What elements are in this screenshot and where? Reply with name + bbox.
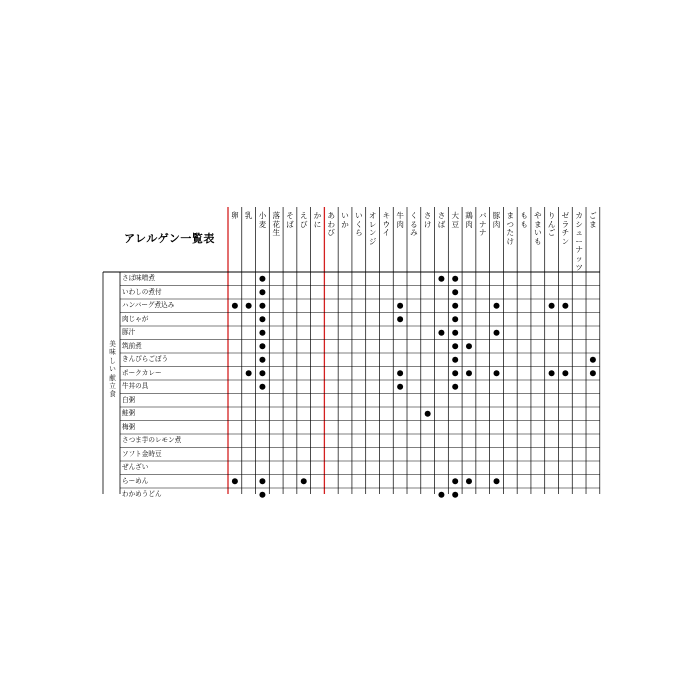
allergen-mark: [466, 370, 472, 376]
allergen-header: くるみ: [410, 211, 418, 238]
allergen-header: 豚肉: [492, 211, 501, 229]
allergen-header: やまいも: [534, 211, 542, 246]
allergen-mark: [452, 343, 458, 349]
allergen-mark: [259, 492, 265, 498]
allergen-mark: [494, 303, 500, 309]
allergen-mark: [438, 276, 444, 282]
dish-name: 豚汁: [122, 328, 136, 336]
allergen-mark: [246, 370, 252, 376]
allergen-mark: [452, 330, 458, 336]
dish-name: 鮭粥: [122, 409, 136, 417]
dish-name: らーめん: [122, 476, 149, 485]
allergen-mark: [397, 316, 403, 322]
dish-name: きんぴらごぼう: [122, 355, 169, 363]
allergen-header: かに: [313, 211, 322, 229]
allergen-header: ごま: [589, 211, 597, 229]
allergen-mark: [259, 316, 265, 322]
allergen-mark: [452, 303, 458, 309]
allergen-mark: [452, 316, 458, 322]
dish-name: ソフト金時豆: [122, 449, 162, 458]
dish-name: 筑前煮: [122, 341, 142, 350]
allergen-mark: [452, 357, 458, 363]
dish-name: 肉じゃが: [122, 314, 149, 323]
allergen-mark: [494, 370, 500, 376]
allergen-header: いか: [341, 211, 349, 229]
allergen-mark: [466, 478, 472, 484]
allergen-mark: [397, 384, 403, 390]
allergen-mark: [452, 478, 458, 484]
allergen-mark: [549, 303, 555, 309]
allergen-header: 大豆: [451, 211, 459, 229]
allergen-mark: [259, 357, 265, 363]
allergen-mark: [438, 330, 444, 336]
allergen-header: 卵: [231, 211, 239, 220]
allergen-mark: [452, 289, 458, 295]
allergen-mark: [259, 478, 265, 484]
allergen-header: いくら: [355, 211, 363, 238]
page-title: アレルゲン一覧表: [124, 232, 215, 245]
allergen-mark: [452, 276, 458, 282]
allergen-mark: [466, 343, 472, 349]
allergen-mark: [259, 343, 265, 349]
allergen-header: りんご: [547, 211, 556, 238]
allergen-mark: [259, 384, 265, 390]
allergen-mark: [494, 330, 500, 336]
dish-name: ハンバーグ煮込み: [122, 301, 175, 309]
allergen-header: さば: [437, 211, 446, 229]
allergen-mark: [549, 370, 555, 376]
allergen-mark: [590, 370, 596, 376]
allergen-header: もも: [520, 211, 528, 229]
allergen-header: 牛肉: [396, 211, 404, 229]
allergen-mark: [397, 370, 403, 376]
allergen-mark: [438, 492, 444, 498]
allergen-header: えび: [300, 211, 308, 229]
allergen-header: 乳: [244, 211, 253, 220]
dish-name: 牛丼の具: [122, 382, 149, 390]
allergen-mark: [232, 478, 238, 484]
dish-name: ぜんざい: [122, 463, 149, 471]
dish-name: 白粥: [122, 395, 136, 404]
category-label: 美味しい献立食: [109, 340, 116, 399]
allergen-header: オレンジ: [368, 211, 377, 246]
dish-name: ポークカレー: [122, 368, 162, 377]
dish-name: 梅粥: [122, 422, 136, 431]
allergen-header: カシューナッツ: [575, 211, 583, 272]
allergen-header: バナナ: [479, 211, 487, 238]
allergen-header: ゼラチン: [561, 211, 570, 246]
allergen-header: 落花生: [272, 211, 280, 238]
allergen-mark: [452, 384, 458, 390]
allergen-mark: [452, 492, 458, 498]
allergen-mark: [259, 303, 265, 309]
allergen-mark: [425, 411, 431, 417]
allergen-header: そば: [286, 211, 294, 229]
allergen-header: さけ: [423, 211, 432, 229]
allergen-mark: [494, 478, 500, 484]
allergen-header: まつたけ: [506, 211, 515, 246]
dish-name: いわしの煮付: [122, 287, 162, 296]
allergen-mark: [397, 303, 403, 309]
allergen-mark: [259, 370, 265, 376]
allergen-header: あわび: [327, 211, 336, 238]
allergen-mark: [562, 370, 568, 376]
allergen-header: キウイ: [382, 211, 391, 238]
dish-name: さば味噌煮: [122, 274, 155, 282]
allergen-mark: [452, 370, 458, 376]
dish-name: さつま芋のレモン煮: [122, 436, 182, 444]
allergen-mark: [562, 303, 568, 309]
allergen-header: 小麦: [258, 211, 267, 229]
dish-name: わかめうどん: [122, 490, 162, 498]
allergen-mark: [301, 478, 307, 484]
allergen-mark: [590, 357, 596, 363]
allergen-header: 鶏肉: [465, 211, 473, 229]
allergen-mark: [259, 276, 265, 282]
allergen-mark: [232, 303, 238, 309]
allergen-mark: [259, 330, 265, 336]
allergen-mark: [259, 289, 265, 295]
allergen-mark: [246, 303, 252, 309]
